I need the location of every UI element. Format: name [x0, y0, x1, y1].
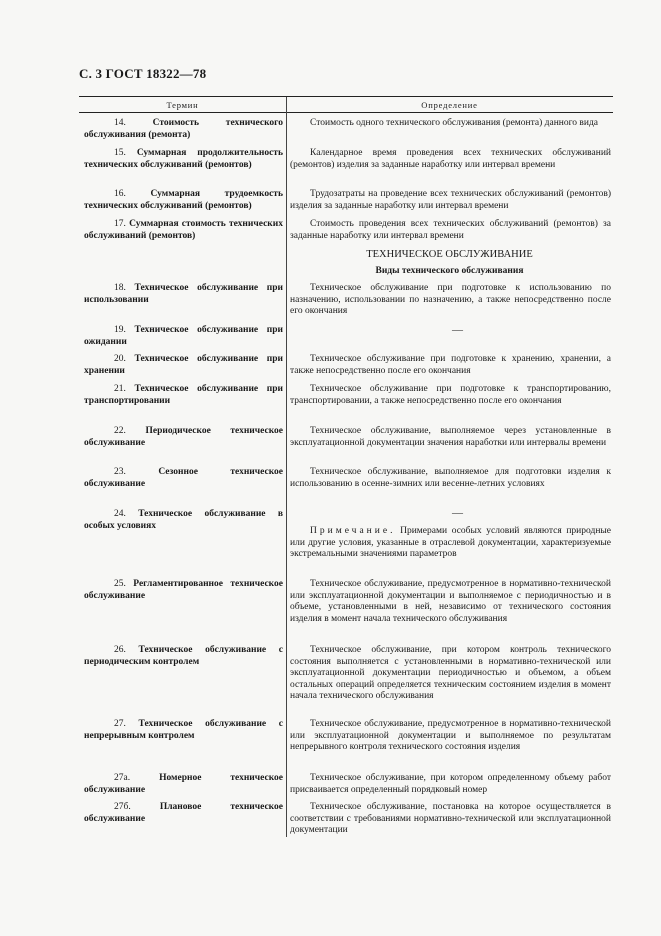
term-21: 21. Техническое обслуживание при транспортировании	[84, 384, 284, 406]
definition-15: Календарное время проведения всех технических обслуживаний (ремонтов) изделия за заданные наработку или интервал времени	[290, 148, 611, 170]
term-27a: 27а. Номерное техническое обслуживание	[84, 773, 284, 795]
definition-27b: Техническое обслуживание, постановка на которое осуществляется в соответствии с требованиями нормативно-технической или эксплуатационной документации	[290, 802, 611, 835]
definition-14: Стоимость одного технического обслуживания (ремонта) данного вида	[310, 118, 599, 128]
term-15: 15. Суммарная продолжительность технических обслуживаний (ремонтов)	[84, 148, 283, 170]
term-17: 17. Суммарная стоимость технических обслуживаний (ремонтов)	[84, 219, 283, 241]
definition-23: Техническое обслуживание, выполняемое для подготовки изделия к использованию в осенне-зимних или весенне-летних условиях	[290, 467, 611, 489]
definition-21: Техническое обслуживание при подготовке к транспортированию, транспортировании, а также непосредственно после его окончания	[290, 384, 611, 406]
definition-26: Техническое обслуживание, при котором контроль технического состояния выполняется с установленными в нормативно-технической или эксплуатационной документации периодичностью и объемом, а объем остальных операций определяется техническим состоянием изделия в момент начала технического обслуживания	[290, 645, 611, 701]
definition-25: Техническое обслуживание, предусмотренное в нормативно-технической или эксплуатационной документации и выполняемое с периодичностью и в объеме, установленными в ней, независимо от технического состояния изделия в момент начала технического обслуживания	[290, 579, 611, 624]
term-26: 26. Техническое обслуживание с периодическим контролем	[84, 645, 284, 667]
column-header-definition: Определение	[421, 100, 478, 110]
definition-24: —	[452, 507, 463, 519]
definition-20: Техническое обслуживание при подготовке к хранению, хранении, а также непосредственно после его окончания	[290, 354, 611, 376]
note-text: Примерами особых условий являются природные или другие условия, указанные в отраслевой документации, характеризуемые экстремальными значениями параметров	[290, 526, 611, 559]
column-header-term: Термин	[166, 100, 199, 110]
definition-16: Трудозатраты на проведение всех технических обслуживаний (ремонтов) изделия за заданные наработку или интервал времени	[290, 189, 611, 211]
definition-27: Техническое обслуживание, предусмотренное в нормативно-технической или эксплуатационной документации и выполняемое по результатам непрерывного контроля технического состояния изделия	[290, 719, 611, 752]
definition-27a: Техническое обслуживание, при котором определенному объему работ присваивается определенный порядковый номер	[290, 773, 611, 795]
term-14: 14. Стоимость технического обслуживания (ремонта)	[84, 118, 283, 140]
definition-18: Техническое обслуживание при подготовке к использованию по назначению, использовании по назначению, а также непосредственно после его окончания	[290, 283, 611, 316]
column-divider	[286, 97, 287, 837]
term-25: 25. Регламентированное техническое обслуживание	[84, 579, 283, 601]
note-24	[290, 526, 611, 561]
page-header: С. 3 ГОСТ 18322—78	[79, 66, 207, 81]
term-24: 24. Техническое обслуживание в особых условиях	[84, 509, 283, 531]
definition-19: —	[452, 324, 463, 336]
term-27b: 27б. Плановое техническое обслуживание	[84, 802, 283, 824]
table-top-rule	[79, 96, 613, 97]
term-18: 18. Техническое обслуживание при использовании	[84, 283, 284, 305]
table-header-rule	[79, 112, 613, 113]
term-23: 23. Сезонное техническое обслуживание	[84, 467, 284, 489]
section-title: ТЕХНИЧЕСКОЕ ОБСЛУЖИВАНИЕ	[366, 249, 533, 260]
term-20: 20. Техническое обслуживание при хранении	[84, 354, 284, 376]
subsection-title: Виды технического обслуживания	[375, 266, 524, 276]
term-22: 22. Периодическое техническое обслуживание	[84, 426, 284, 448]
term-27: 27. Техническое обслуживание с непрерывным контролем	[84, 719, 284, 741]
term-19: 19. Техническое обслуживание при ожидании	[84, 325, 284, 347]
definition-22: Техническое обслуживание, выполняемое через установленные в эксплуатационной документации значения наработки или интервалы времени	[290, 426, 611, 448]
definition-17: Стоимость проведения всех технических обслуживаний (ремонтов) за заданные наработку или интервал времени	[290, 219, 611, 241]
note-label: Примечание.	[310, 526, 396, 536]
term-16: 16. Суммарная трудоемкость технических обслуживаний (ремонтов)	[84, 189, 283, 211]
